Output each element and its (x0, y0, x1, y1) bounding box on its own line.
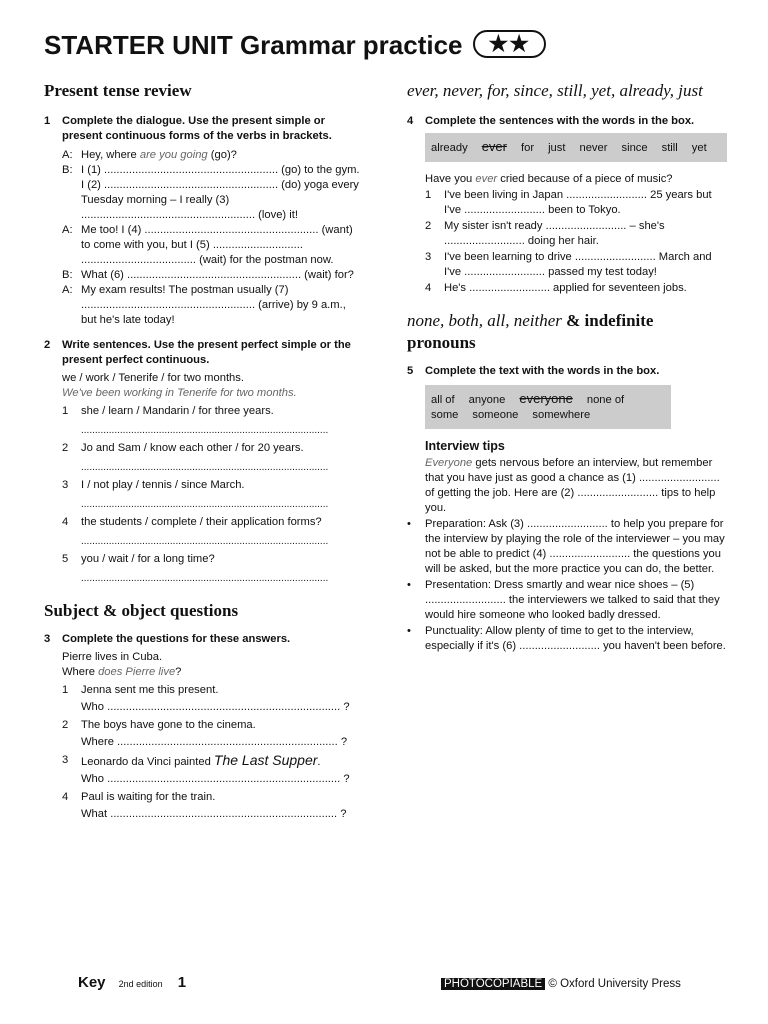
box-word: everyone (519, 391, 573, 406)
item-number: 4 (62, 516, 69, 528)
dialogue-text (81, 268, 364, 283)
edition-label: 2nd edition (118, 979, 163, 989)
footer-key: Key 2nd edition 1 (78, 974, 187, 991)
item-number: 2 (62, 442, 69, 454)
item-answer (81, 718, 364, 733)
section-title-adverbs: ever, never, for, since, still, yet, already, just (407, 81, 703, 100)
exercise-4-items (407, 188, 727, 296)
item-number: 3 (62, 479, 69, 491)
box-word: none of (586, 394, 625, 406)
box-word: just (548, 142, 566, 154)
page-title: STARTER UNIT Grammar practice ★★ (44, 30, 546, 61)
item-number: 4 (62, 791, 69, 803)
painting-title: The Last Supper (213, 752, 318, 768)
exercise-2-items (44, 404, 364, 586)
item-answer (81, 683, 364, 698)
dialogue-text-pre: Me too! I (4) ........................................................ (want) to come with you, but I (5) ............................. ..................................... (wait) for the postman now. (81, 224, 353, 266)
question-line: Who ........................................................................... ? (81, 773, 350, 785)
dialogue-line (62, 268, 364, 283)
speaker-label: A: (62, 284, 73, 296)
item-answer (81, 753, 364, 770)
exercise-3-item (62, 718, 364, 733)
exercise-2-item (62, 552, 364, 567)
exercise-5-instruction: 5 Complete the text with the words in the box. (407, 365, 660, 377)
exercise-2-example-answer: We've been working in Tenerife for two months. (62, 387, 297, 399)
box-word: never (579, 142, 608, 154)
exercise-2-item (62, 404, 364, 419)
exercise-3-item (62, 683, 364, 698)
exercise-1-instruction: 1 Complete the dialogue. Use the present simple or present continuous forms of the verbs in brackets. (44, 115, 332, 142)
dialogue-text-pre: What (6) ........................................................ (wait) for? (81, 269, 354, 281)
interview-tips-heading: Interview tips (425, 439, 505, 453)
box-word: some (431, 409, 459, 421)
answer-line: ......................................................................................... (81, 573, 329, 584)
dialogue-text (81, 148, 364, 163)
exercise-3-item (62, 790, 364, 805)
exercise-4-item (425, 188, 727, 218)
section-title-present-tense: Present tense review (44, 81, 192, 100)
answer-line: ......................................................................................... (81, 425, 329, 436)
item-number: 2 (62, 719, 69, 731)
item-number: 1 (62, 405, 69, 417)
answer-line: ......................................................................................... (81, 462, 329, 473)
bullet-icon: • (407, 625, 411, 637)
tip-text: Punctuality: Allow plenty of time to get to the interview, especially if it's (6) .......................... you haven't been before. (425, 625, 726, 652)
exercise-4-item (425, 250, 727, 280)
box-word: since (621, 142, 648, 154)
question-line: Where ....................................................................... ? (81, 736, 348, 748)
exercise-2-item (62, 515, 364, 530)
item-answer-text: Paul is waiting for the train. (81, 791, 216, 803)
exercise-4-instruction: 4 Complete the sentences with the words in the box. (407, 115, 695, 127)
dialogue-example-answer: are you going (139, 149, 208, 161)
item-answer-text: Leonardo da Vinci painted (81, 756, 214, 768)
item-number: 5 (62, 553, 69, 565)
item-answer-tail: . (317, 756, 321, 768)
box-word: for (521, 142, 535, 154)
speaker-label: B: (62, 164, 73, 176)
dialogue-text-pre: My exam results! The postman usually (7) ........................................................ (arrive) by 9 a.m., but he's late today! (81, 284, 346, 326)
dialogue-line (62, 148, 364, 163)
item-prompt: you / wait / for a long time? (81, 553, 215, 565)
section-title-pronouns: none, both, all, neither & indefinite pronouns (407, 311, 654, 352)
item-answer-text: Jenna sent me this present. (81, 684, 219, 696)
word-box-4 (425, 133, 727, 162)
interview-tips-intro: Everyone gets nervous before an interview, but remember that you have just as good a chance as (1) .......................... of getting the job. Here are (2) .......................... tips to help you. (425, 457, 720, 514)
section-title-subject-object: Subject & object questions (44, 601, 239, 620)
dialogue-text (81, 223, 364, 268)
box-word: somewhere (532, 409, 591, 421)
tip-bullet (407, 578, 727, 623)
item-sentence: I've been living in Japan .......................... 25 years but I've .......................... been to Tokyo. (444, 189, 712, 216)
item-prompt: the students / complete / their application forms? (81, 516, 322, 528)
item-number: 3 (62, 754, 69, 766)
answer-line: ......................................................................................... (81, 499, 329, 510)
dialogue-text-pre: I (1) ........................................................ (go) to the gym. I (2) ........................................................ (do) yoga every Tuesday morning – I really (3) ........................................................ (love) it! (81, 164, 360, 221)
bullet-icon: • (407, 518, 411, 530)
speaker-label: A: (62, 224, 73, 236)
item-number: 1 (425, 189, 432, 201)
item-number: 1 (62, 684, 69, 696)
page-number: 1 (177, 974, 187, 991)
exercise-2-example: we / work / Tenerife / for two months. (62, 372, 244, 384)
box-word: still (661, 142, 678, 154)
exercise-2-instruction: 2 Write sentences. Use the present perfect simple or the present perfect continuous. (44, 339, 351, 366)
exercise-3-item (62, 753, 364, 770)
speaker-label: A: (62, 149, 73, 161)
exercise-3-instruction: 3 Complete the questions for these answers. (44, 633, 291, 645)
answer-line: ......................................................................................... (81, 536, 329, 547)
item-answer (81, 790, 364, 805)
exercise-4-item (425, 281, 727, 296)
box-word: someone (472, 409, 519, 421)
box-word: anyone (468, 394, 506, 406)
exercise-2-item (62, 441, 364, 456)
exercise-4-item (425, 219, 727, 249)
dialogue-text-post: (go)? (207, 149, 237, 161)
item-sentence: I've been learning to drive .......................... March and I've .......................... passed my test today! (444, 251, 712, 278)
item-sentence: My sister isn't ready .......................... – she's .......................... doing her hair. (444, 220, 665, 247)
tip-bullet (407, 517, 727, 577)
item-number: 3 (425, 251, 432, 263)
interview-tips-bullets (407, 517, 727, 654)
box-word: already (431, 142, 468, 154)
word-box-5 (425, 385, 671, 429)
dialogue-text (81, 283, 364, 328)
two-star-icon: ★★ (473, 30, 546, 58)
dialogue-line (62, 223, 364, 268)
tip-text: Presentation: Dress smartly and wear nice shoes – (5) .......................... the interviewers we talked to said that they would hire someone who looked badly dressed. (425, 579, 720, 621)
exercise-4-example: Have you ever cried because of a piece of music? (425, 173, 673, 185)
dialogue-text (81, 163, 364, 223)
question-line: Who ........................................................................... ? (81, 701, 350, 713)
speaker-label: B: (62, 269, 73, 281)
left-column (44, 80, 364, 822)
question-line: What ......................................................................... ? (81, 808, 347, 820)
right-column (407, 80, 727, 654)
item-answer-text: The boys have gone to the cinema. (81, 719, 256, 731)
exercise-3-items (44, 683, 364, 822)
bullet-icon: • (407, 579, 411, 591)
exercise-1-dialogue (44, 148, 364, 328)
item-prompt: Jo and Sam / know each other / for 20 years. (81, 442, 304, 454)
dialogue-line (62, 283, 364, 328)
tip-bullet (407, 624, 727, 654)
exercise-2-item (62, 478, 364, 493)
footer-copyright: PHOTOCOPIABLE © Oxford University Press (441, 978, 681, 990)
dialogue-text-pre: Hey, where (81, 149, 140, 161)
box-word: all of (431, 394, 455, 406)
item-number: 2 (425, 220, 432, 232)
item-prompt: she / learn / Mandarin / for three years. (81, 405, 274, 417)
box-word: ever (481, 139, 507, 154)
tip-text: Preparation: Ask (3) .......................... to help you prepare for the interview by playing the role of the interviewer – you may not be able to predict (4) .......................... the questions you will be asked, but the more practice you can do, the better. (425, 518, 725, 575)
item-number: 4 (425, 282, 432, 294)
box-word: yet (691, 142, 707, 154)
dialogue-line (62, 163, 364, 223)
exercise-3-example: Pierre lives in Cuba. (62, 651, 163, 663)
photocopiable-badge: PHOTOCOPIABLE (441, 978, 545, 990)
item-sentence: He's .......................... applied for seventeen jobs. (444, 282, 687, 294)
exercise-3-example-answer: Where does Pierre live? (62, 666, 182, 678)
item-prompt: I / not play / tennis / since March. (81, 479, 245, 491)
